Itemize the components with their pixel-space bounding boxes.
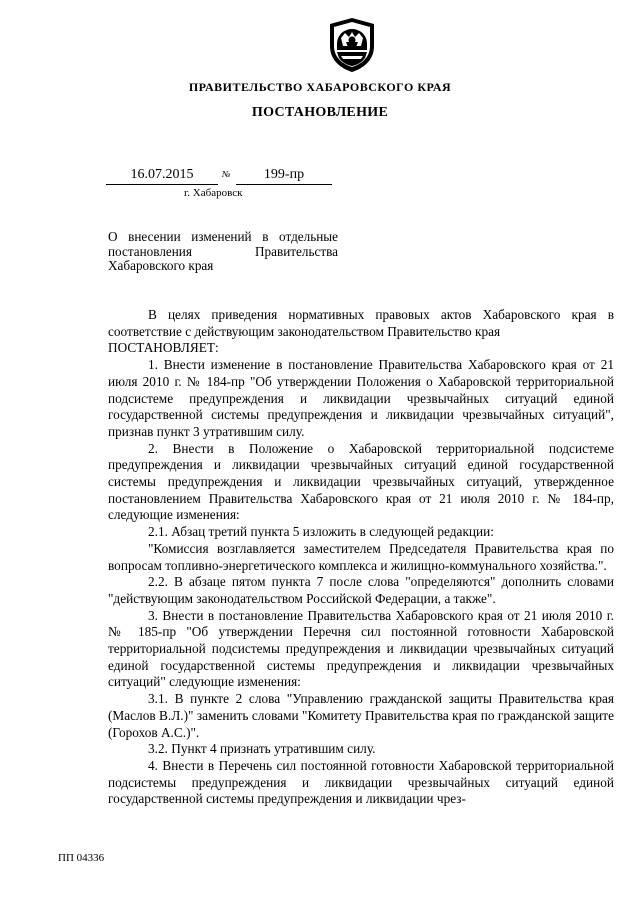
paragraph: 2. Внести в Положение о Хабаровской территориальной подсистеме предупреждения и ликвидации чрезвычайных ситуаций единой государственной системы предупреждения и ликвидации чрезвычайных ситуаций, утвержденное постановлением Правительства Хабаровского края от 21 июля 2010 г. № 184-пр, следующие изменения:	[108, 440, 614, 523]
document-number: 199-пр	[236, 167, 332, 185]
city: г. Хабаровск	[184, 187, 243, 199]
number-label: №	[222, 169, 231, 179]
paragraph: 3.2. Пункт 4 признать утратившим силу.	[148, 741, 376, 757]
coat-of-arms-icon	[327, 16, 377, 74]
document-body	[108, 307, 614, 808]
paragraph: 4. Внести в Перечень сил постоянной готовности Хабаровской территориальной подсистемы предупреждения и ликвидации чрезвычайных ситуаций единой государственной системы предупреждения и ликвидации чрез-	[108, 757, 614, 807]
paragraph: ПОСТАНОВЛЯЕТ:	[108, 340, 219, 356]
government-title: ПРАВИТЕЛЬСТВО ХАБАРОВСКОГО КРАЯ	[188, 80, 452, 94]
paragraph: 3.1. В пункте 2 слова "Управлению гражданской защиты Правительства края (Маслов В.Л.)" заменить словами "Комитету Правительства края по гражданской защите (Горохов А.С.)".	[108, 691, 614, 740]
document-subject: О внесении изменений в отдельные постановления Правительства Хабаровского края	[108, 229, 338, 273]
date-number-row	[106, 167, 366, 187]
paragraph: 2.1. Абзац третий пункта 5 изложить в следующей редакции:	[148, 524, 494, 540]
paragraph: 3. Внести в постановление Правительства Хабаровского края от 21 июля 2010 г. № 185-пр "Об утверждении Перечня сил постоянной готовности Хабаровской территориальной подсистемы предупреждения и ликвидации чрезвычайных ситуаций единой государственной системы предупреждения и ликвидации чрезвычайных ситуаций" следующие изменения:	[108, 607, 614, 690]
paragraph: "Комиссия возглавляется заместителем Председателя Правительства края по вопросам топливно-энергетического комплекса и жилищно-коммунального хозяйства.".	[108, 540, 614, 573]
paragraph: 1. Внести изменение в постановление Правительства Хабаровского края от 21 июля 2010 г. № 184-пр "Об утверждении Положения о Хабаровской территориальной подсистеме предупреждения и ликвидации чрезвычайных ситуаций единой государственной системы предупреждения и ликвидации чрезвычайных ситуаций", признав пункт 3 утратившим силу.	[108, 357, 614, 439]
paragraph: 2.2. В абзаце пятом пункта 7 после слова "определяются" дополнить словами "действующим законодательством Российской Федерации, а также".	[108, 574, 614, 606]
document-date: 16.07.2015	[106, 167, 218, 185]
paragraph: В целях приведения нормативных правовых актов Хабаровского края в соответствие с действующим законодательством Правительство края	[108, 307, 614, 339]
footer-code: ПП 04336	[58, 852, 105, 864]
document-type: ПОСТАНОВЛЕНИЕ	[251, 105, 389, 120]
